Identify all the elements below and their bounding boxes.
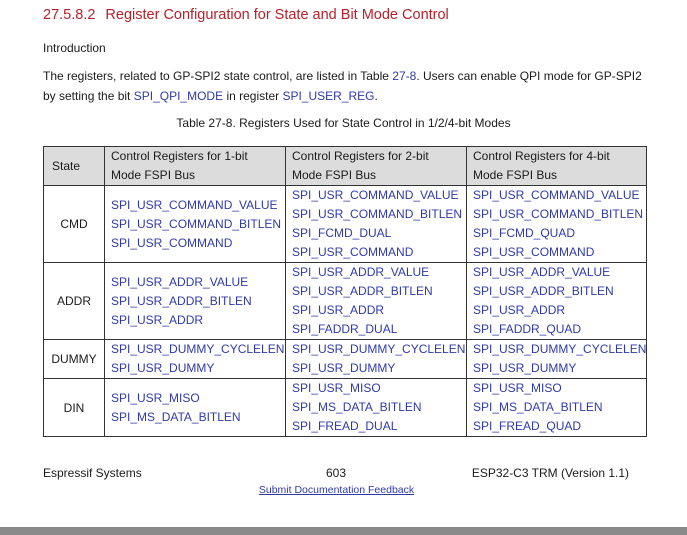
register-cell xyxy=(467,186,647,263)
footer-page-number: 603 xyxy=(326,466,347,480)
register-link[interactable]: SPI_USR_ADDR xyxy=(292,303,385,317)
register-cell xyxy=(467,340,647,379)
register-cell xyxy=(105,340,286,379)
intro-text-part2: . Users can enable QPI mode for GP-SPI2 by setting the bit xyxy=(43,69,642,103)
table-caption: Table 27-8. Registers Used for State Control in 1/2/4-bit Modes xyxy=(176,116,511,130)
intro-text-part4: . xyxy=(374,89,378,103)
register-link[interactable]: SPI_USR_DUMMY_CYCLELEN xyxy=(111,342,285,356)
register-link[interactable]: SPI_USR_MISO xyxy=(292,381,381,395)
section-title xyxy=(43,7,449,23)
register-cell xyxy=(105,186,286,263)
register-link[interactable]: SPI_USR_DUMMY xyxy=(292,361,396,375)
header-1bit: Control Registers for 1-bit Mode FSPI Bus xyxy=(105,147,286,186)
register-link[interactable]: SPI_USR_ADDR_VALUE xyxy=(292,265,430,279)
register-link[interactable]: SPI_FCMD_DUAL xyxy=(292,226,392,240)
state-cell: DIN xyxy=(44,379,105,437)
register-link[interactable]: SPI_USR_COMMAND_VALUE xyxy=(292,188,459,202)
register-link[interactable]: SPI_MS_DATA_BITLEN xyxy=(292,400,422,414)
register-link[interactable]: SPI_USR_COMMAND_BITLEN xyxy=(473,207,644,221)
state-cell: CMD xyxy=(44,186,105,263)
intro-text-part3: in register xyxy=(223,89,283,103)
footer-company: Espressif Systems xyxy=(43,466,142,480)
register-table xyxy=(43,146,647,437)
register-name-link[interactable]: SPI_USER_REG xyxy=(282,89,375,103)
register-link[interactable]: SPI_MS_DATA_BITLEN xyxy=(111,409,241,424)
state-cell: DUMMY xyxy=(44,340,105,379)
page-bottom-bar xyxy=(0,527,687,535)
section-number: 27.5.8.2 xyxy=(43,7,96,23)
register-link[interactable]: SPI_USR_COMMAND xyxy=(111,235,233,250)
register-link[interactable]: SPI_USR_MISO xyxy=(473,381,562,395)
table-header-row xyxy=(44,147,647,186)
register-cell xyxy=(105,263,286,340)
register-link[interactable]: SPI_USR_ADDR_BITLEN xyxy=(111,293,252,308)
register-link[interactable]: SPI_USR_DUMMY xyxy=(111,361,215,375)
register-link[interactable]: SPI_FADDR_QUAD xyxy=(473,322,582,336)
register-cell xyxy=(286,186,467,263)
register-link[interactable]: SPI_USR_ADDR_VALUE xyxy=(111,274,249,289)
register-link[interactable]: SPI_USR_DUMMY xyxy=(473,361,577,375)
state-cell: ADDR xyxy=(44,263,105,340)
intro-heading: Introduction xyxy=(43,41,106,55)
register-link[interactable]: SPI_USR_ADDR xyxy=(473,303,566,317)
register-cell xyxy=(105,379,286,437)
section-title-text: Register Configuration for State and Bit Mode Control xyxy=(105,7,449,23)
table-ref-link[interactable]: 27-8 xyxy=(392,69,417,83)
register-link[interactable]: SPI_USR_COMMAND_VALUE xyxy=(111,197,278,212)
register-link[interactable]: SPI_USR_COMMAND xyxy=(292,245,414,259)
register-link[interactable]: SPI_USR_DUMMY_CYCLELEN xyxy=(292,342,466,356)
header-2bit: Control Registers for 2-bit Mode FSPI Bus xyxy=(286,147,467,186)
register-link[interactable]: SPI_USR_ADDR xyxy=(111,312,204,327)
header-4bit: Control Registers for 4-bit Mode FSPI Bus xyxy=(467,147,647,186)
register-link[interactable]: SPI_USR_MISO xyxy=(111,390,200,405)
register-cell xyxy=(467,263,647,340)
register-link[interactable]: SPI_FREAD_QUAD xyxy=(473,419,582,433)
intro-paragraph xyxy=(43,66,643,106)
register-link[interactable]: SPI_USR_COMMAND_BITLEN xyxy=(111,216,282,231)
table-row xyxy=(44,340,647,379)
register-cell xyxy=(467,379,647,437)
register-link[interactable]: SPI_USR_COMMAND_BITLEN xyxy=(292,207,463,221)
register-link[interactable]: SPI_USR_COMMAND xyxy=(473,245,595,259)
footer-document: ESP32-C3 TRM (Version 1.1) xyxy=(471,466,629,480)
intro-text-part1: The registers, related to GP-SPI2 state control, are listed in Table xyxy=(43,69,393,83)
table-row xyxy=(44,263,647,340)
feedback-link[interactable]: Submit Documentation Feedback xyxy=(258,484,415,496)
register-link[interactable]: SPI_FADDR_DUAL xyxy=(292,322,398,336)
table-row xyxy=(44,186,647,263)
register-link[interactable]: SPI_FREAD_DUAL xyxy=(292,419,398,433)
register-cell xyxy=(286,263,467,340)
register-cell xyxy=(286,379,467,437)
header-state: State xyxy=(44,147,105,186)
register-link[interactable]: SPI_USR_DUMMY_CYCLELEN xyxy=(473,342,647,356)
register-link[interactable]: SPI_USR_ADDR_BITLEN xyxy=(473,284,614,298)
table-body xyxy=(44,186,647,437)
register-link[interactable]: SPI_USR_COMMAND_VALUE xyxy=(473,188,640,202)
bit-name-link[interactable]: SPI_QPI_MODE xyxy=(133,89,224,103)
register-cell xyxy=(286,340,467,379)
register-link[interactable]: SPI_MS_DATA_BITLEN xyxy=(473,400,603,414)
register-link[interactable]: SPI_USR_ADDR_VALUE xyxy=(473,265,611,279)
register-link[interactable]: SPI_USR_ADDR_BITLEN xyxy=(292,284,433,298)
register-link[interactable]: SPI_FCMD_QUAD xyxy=(473,226,576,240)
table-row xyxy=(44,379,647,437)
